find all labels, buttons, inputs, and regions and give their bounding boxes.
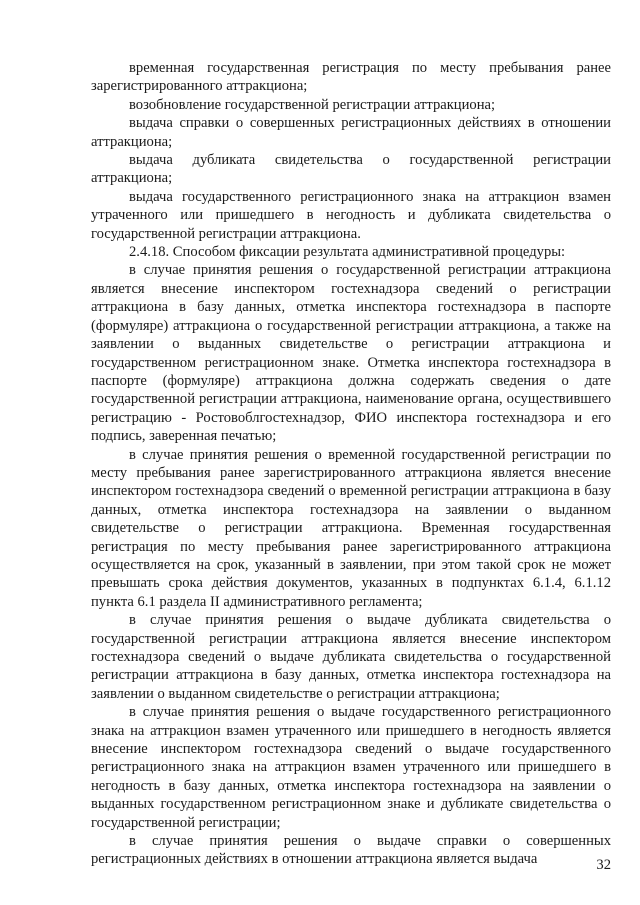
- paragraph-certificate-result: в случае принятия решения о выдаче справки о совершенных регистрационных действиях в отношении аттракциона является выдача: [91, 833, 611, 868]
- paragraph-certificate-issue: выдача справки о совершенных регистрационных действиях в отношении аттракциона;: [91, 115, 611, 150]
- page-number: 32: [596, 857, 611, 873]
- paragraph-state-registration-result: в случае принятия решения о государственной регистрации аттракциона является внесение инспектором гостехнадзора сведений о регистрации аттракциона в базу данных, отметка инспектора гостехнадзора в паспорте (формуляре) аттракциона о государственной регистрации аттракциона, а также на заявлении о выданных свидетельстве о регистрации аттракциона и государственном регистрационном знаке. Отметка инспектора гостехнадзора в паспорте (формуляре) аттракциона должна содержать сведения о дате государственной регистрации аттракциона, наименование органа, осуществившего регистрацию - Ростовоблгостехнадзор, ФИО инспектора гостехнадзора и его подпись, заверенная печатью;: [91, 262, 611, 445]
- section-heading-2-4-18: 2.4.18. Способом фиксации результата административной процедуры:: [129, 244, 566, 261]
- paragraph-duplicate-certificate-result: в случае принятия решения о выдаче дубликата свидетельства о государственной регистрации аттракциона является внесение инспектором гостехнадзора сведений о выдаче дубликата свидетельства о государственной регистрации аттракциона в базу данных, отметка инспектора гостехнадзора на заявлении о выданном свидетельстве о регистрации аттракциона;: [91, 612, 611, 702]
- paragraph-temporary-registration: временная государственная регистрация по месту пребывания ранее зарегистрированного аттракциона;: [91, 60, 611, 95]
- paragraph-registration-renewal: возобновление государственной регистрации аттракциона;: [129, 96, 496, 113]
- paragraph-registration-plate-replacement: выдача государственного регистрационного знака на аттракцион взамен утраченного или пришедшего в негодность и дубликата свидетельства о государственной регистрации аттракциона.: [91, 188, 611, 242]
- paragraph-plate-replacement-result: в случае принятия решения о выдаче государственного регистрационного знака на аттракцион взамен утраченного или пришедшего в негодность является внесение инспектором гостехнадзора сведений о выдаче государственного регистрационного знака на аттракцион взамен утраченного или пришедшего в негодность в базу данных, отметка инспектора гостехнадзора на заявлении о выданных государственном регистрационном знаке и дубликате свидетельства о государственной регистрации;: [91, 704, 611, 831]
- document-body: [91, 59, 611, 869]
- paragraph-duplicate-certificate: выдача дубликата свидетельства о государственной регистрации аттракциона;: [91, 152, 611, 187]
- paragraph-temporary-registration-result: в случае принятия решения о временной государственной регистрации по месту пребывания ранее зарегистрированного аттракциона является внесение инспектором гостехнадзора сведений о временной регистрации аттракциона в базу данных, отметка инспектора гостехнадзора на заявлении о выданном свидетельстве о регистрации аттракциона. Временная государственная регистрация по месту пребывания ранее зарегистрированного аттракциона осуществляется на срок, указанный в заявлении, при этом такой срок не может превышать срока действия документов, указанных в подпунктах 6.1.4, 6.1.12 пункта 6.1 раздела II административного регламента;: [91, 446, 611, 610]
